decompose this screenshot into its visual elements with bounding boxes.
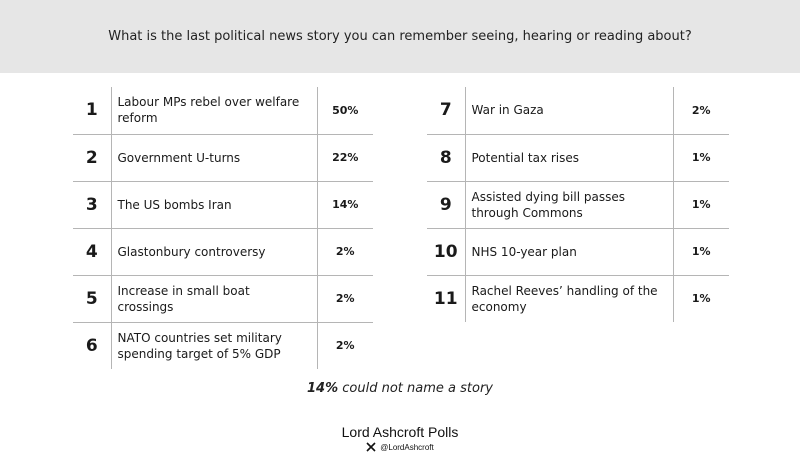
footnote: [0, 381, 800, 396]
x-logo-icon: [366, 442, 376, 452]
story-percentage: 2%: [317, 275, 373, 322]
ranking-row: [427, 134, 729, 181]
rank-number: 5: [73, 275, 111, 322]
story-label: War in Gaza: [465, 87, 673, 134]
footnote-text: could not name a story: [338, 381, 493, 396]
ranking-row: [73, 275, 373, 322]
ranking-row: [427, 181, 729, 228]
brand-name: Lord Ashcroft Polls: [341, 424, 459, 440]
story-percentage: 1%: [673, 181, 729, 228]
story-label: NHS 10-year plan: [465, 228, 673, 275]
rank-number: 4: [73, 228, 111, 275]
story-label: Potential tax rises: [465, 134, 673, 181]
rank-number: 6: [73, 322, 111, 369]
ranking-row: [73, 134, 373, 181]
rank-number: 3: [73, 181, 111, 228]
story-percentage: 14%: [317, 181, 373, 228]
question-header: [0, 0, 800, 73]
rank-number: 11: [427, 275, 465, 322]
story-percentage: 2%: [317, 228, 373, 275]
rank-number: 1: [73, 87, 111, 134]
story-label: Increase in small boat crossings: [111, 275, 317, 322]
rank-number: 9: [427, 181, 465, 228]
ranking-row: [427, 275, 729, 322]
ranking-row: [427, 228, 729, 275]
social-handle: [0, 442, 800, 452]
story-label: Assisted dying bill passes through Commons: [465, 181, 673, 228]
story-percentage: 22%: [317, 134, 373, 181]
ranking-row: [73, 181, 373, 228]
ranking-row: [73, 87, 373, 134]
rank-number: 7: [427, 87, 465, 134]
story-label: Government U-turns: [111, 134, 317, 181]
rank-number: 8: [427, 134, 465, 181]
story-percentage: 1%: [691, 292, 711, 306]
story-label: NATO countries set military spending target of 5% GDP: [111, 322, 317, 369]
story-label: Glastonbury controversy: [111, 228, 317, 275]
handle-text: @LordAshcroft: [380, 442, 434, 452]
footnote-pct: 14%: [307, 381, 339, 396]
story-label: Labour MPs rebel over welfare reform: [111, 87, 317, 134]
ranking-table-right: [427, 87, 729, 322]
story-percentage: 1%: [673, 134, 729, 181]
story-percentage: 2%: [673, 87, 729, 134]
rank-number: 2: [73, 134, 111, 181]
ranking-table-left: [73, 87, 373, 369]
question-text: What is the last political news story you can remember seeing, hearing or reading about?: [108, 29, 692, 44]
story-percentage: 50%: [317, 87, 373, 134]
story-label: The US bombs Iran: [111, 181, 317, 228]
story-percentage: 1%: [673, 228, 729, 275]
story-percentage: 2%: [335, 339, 355, 353]
ranking-row: [427, 87, 729, 134]
story-label: Rachel Reeves’ handling of the economy: [465, 275, 673, 322]
rank-number: 10: [427, 228, 465, 275]
ranking-row: [73, 228, 373, 275]
ranking-row: [73, 322, 373, 369]
